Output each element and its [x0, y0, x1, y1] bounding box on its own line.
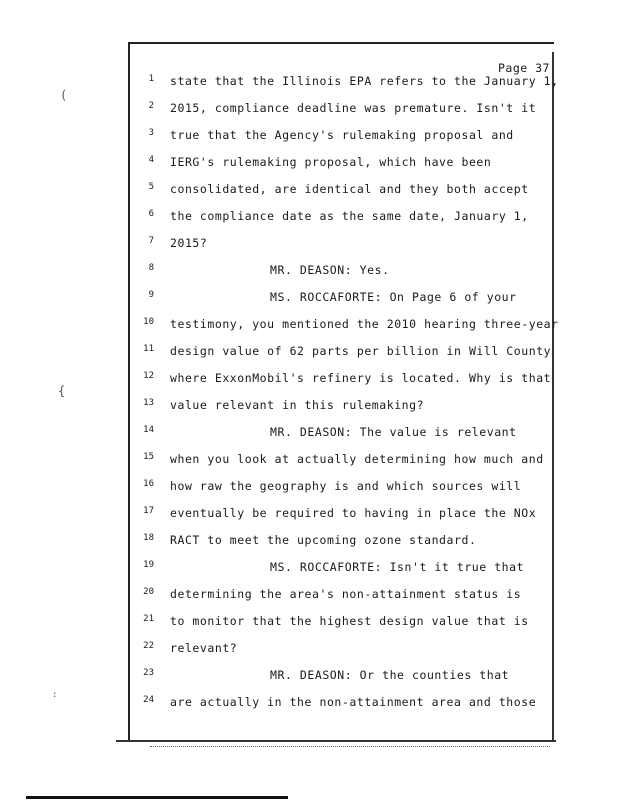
scan-mark-top: ( — [60, 88, 68, 102]
line-text: MR. DEASON: Or the counties that — [270, 668, 510, 682]
scan-mark-middle: { — [58, 384, 66, 398]
transcript-line — [140, 560, 540, 580]
transcript-line — [140, 587, 540, 607]
transcript-line — [140, 155, 540, 175]
transcript-line — [140, 74, 559, 94]
transcript-line — [140, 614, 540, 634]
transcript-line — [140, 317, 559, 337]
line-text: value relevant in this rulemaking? — [170, 398, 425, 412]
line-number: 20 — [143, 587, 154, 597]
line-number: 24 — [143, 695, 154, 705]
transcript-line — [140, 236, 540, 256]
line-text: where ExxonMobil's refinery is located. Why is that — [170, 371, 552, 385]
line-text: true that the Agency's rulemaking proposal and — [170, 128, 514, 142]
line-text: how raw the geography is and which sources will — [170, 479, 522, 493]
line-text: design value of 62 parts per billion in Will County — [170, 344, 552, 358]
transcript-line — [140, 371, 552, 391]
transcript-line — [140, 209, 540, 229]
transcript-line — [140, 101, 540, 121]
transcript-line — [140, 668, 540, 688]
transcript-line — [140, 641, 540, 661]
transcript-line — [140, 290, 540, 310]
line-number: 16 — [143, 479, 154, 489]
line-number: 12 — [143, 371, 154, 381]
line-number: 9 — [148, 290, 154, 300]
line-number: 1 — [148, 74, 154, 84]
transcript-line — [140, 479, 540, 499]
page-number: Page 37 — [498, 61, 550, 75]
transcript-line — [140, 344, 552, 364]
transcript-line — [140, 425, 540, 445]
transcript-line — [140, 533, 540, 553]
line-text: 2015? — [170, 236, 208, 250]
line-text: testimony, you mentioned the 2010 hearing three-year — [170, 317, 559, 331]
footer-rule — [26, 796, 288, 799]
line-text: 2015, compliance deadline was premature. Isn't it — [170, 101, 537, 115]
line-text: the compliance date as the same date, January 1, — [170, 209, 529, 223]
line-text: eventually be required to having in place the NOx — [170, 506, 537, 520]
line-number: 17 — [143, 506, 154, 516]
transcript-line — [140, 398, 540, 418]
line-text: consolidated, are identical and they both accept — [170, 182, 529, 196]
line-number: 19 — [143, 560, 154, 570]
transcript-line — [140, 263, 540, 283]
line-number: 6 — [148, 209, 154, 219]
line-text: MR. DEASON: Yes. — [270, 263, 390, 277]
line-text: determining the area's non-attainment status is — [170, 587, 522, 601]
line-text: are actually in the non-attainment area and those — [170, 695, 537, 709]
line-number: 8 — [148, 263, 154, 273]
line-number: 23 — [143, 668, 154, 678]
line-number: 7 — [148, 236, 154, 246]
line-text: MR. DEASON: The value is relevant — [270, 425, 517, 439]
line-text: relevant? — [170, 641, 238, 655]
line-number: 4 — [148, 155, 154, 165]
line-text: when you look at actually determining how much and — [170, 452, 544, 466]
line-text: RACT to meet the upcoming ozone standard. — [170, 533, 477, 547]
line-number: 5 — [148, 182, 154, 192]
scan-artifact-line — [150, 746, 550, 747]
line-text: IERG's rulemaking proposal, which have been — [170, 155, 492, 169]
line-number: 11 — [143, 344, 154, 354]
line-text: MS. ROCCAFORTE: Isn't it true that — [270, 560, 525, 574]
line-number: 22 — [143, 641, 154, 651]
line-number: 13 — [143, 398, 154, 408]
transcript-line — [140, 506, 540, 526]
line-number: 2 — [148, 101, 154, 111]
transcript-line — [140, 182, 540, 202]
line-number: 15 — [143, 452, 154, 462]
page-frame-bottom-edge — [116, 740, 556, 742]
transcript-line — [140, 452, 544, 472]
line-number: 3 — [148, 128, 154, 138]
line-text: to monitor that the highest design value that is — [170, 614, 529, 628]
transcript-line — [140, 695, 540, 715]
transcript-line — [140, 128, 540, 148]
line-number: 21 — [143, 614, 154, 624]
line-text: MS. ROCCAFORTE: On Page 6 of your — [270, 290, 517, 304]
line-number: 14 — [143, 425, 154, 435]
line-number: 10 — [143, 317, 154, 327]
scan-mark-bottom: : — [52, 690, 58, 700]
line-number: 18 — [143, 533, 154, 543]
line-text: state that the Illinois EPA refers to the January 1, — [170, 74, 559, 88]
page-frame-right-edge — [552, 52, 554, 742]
